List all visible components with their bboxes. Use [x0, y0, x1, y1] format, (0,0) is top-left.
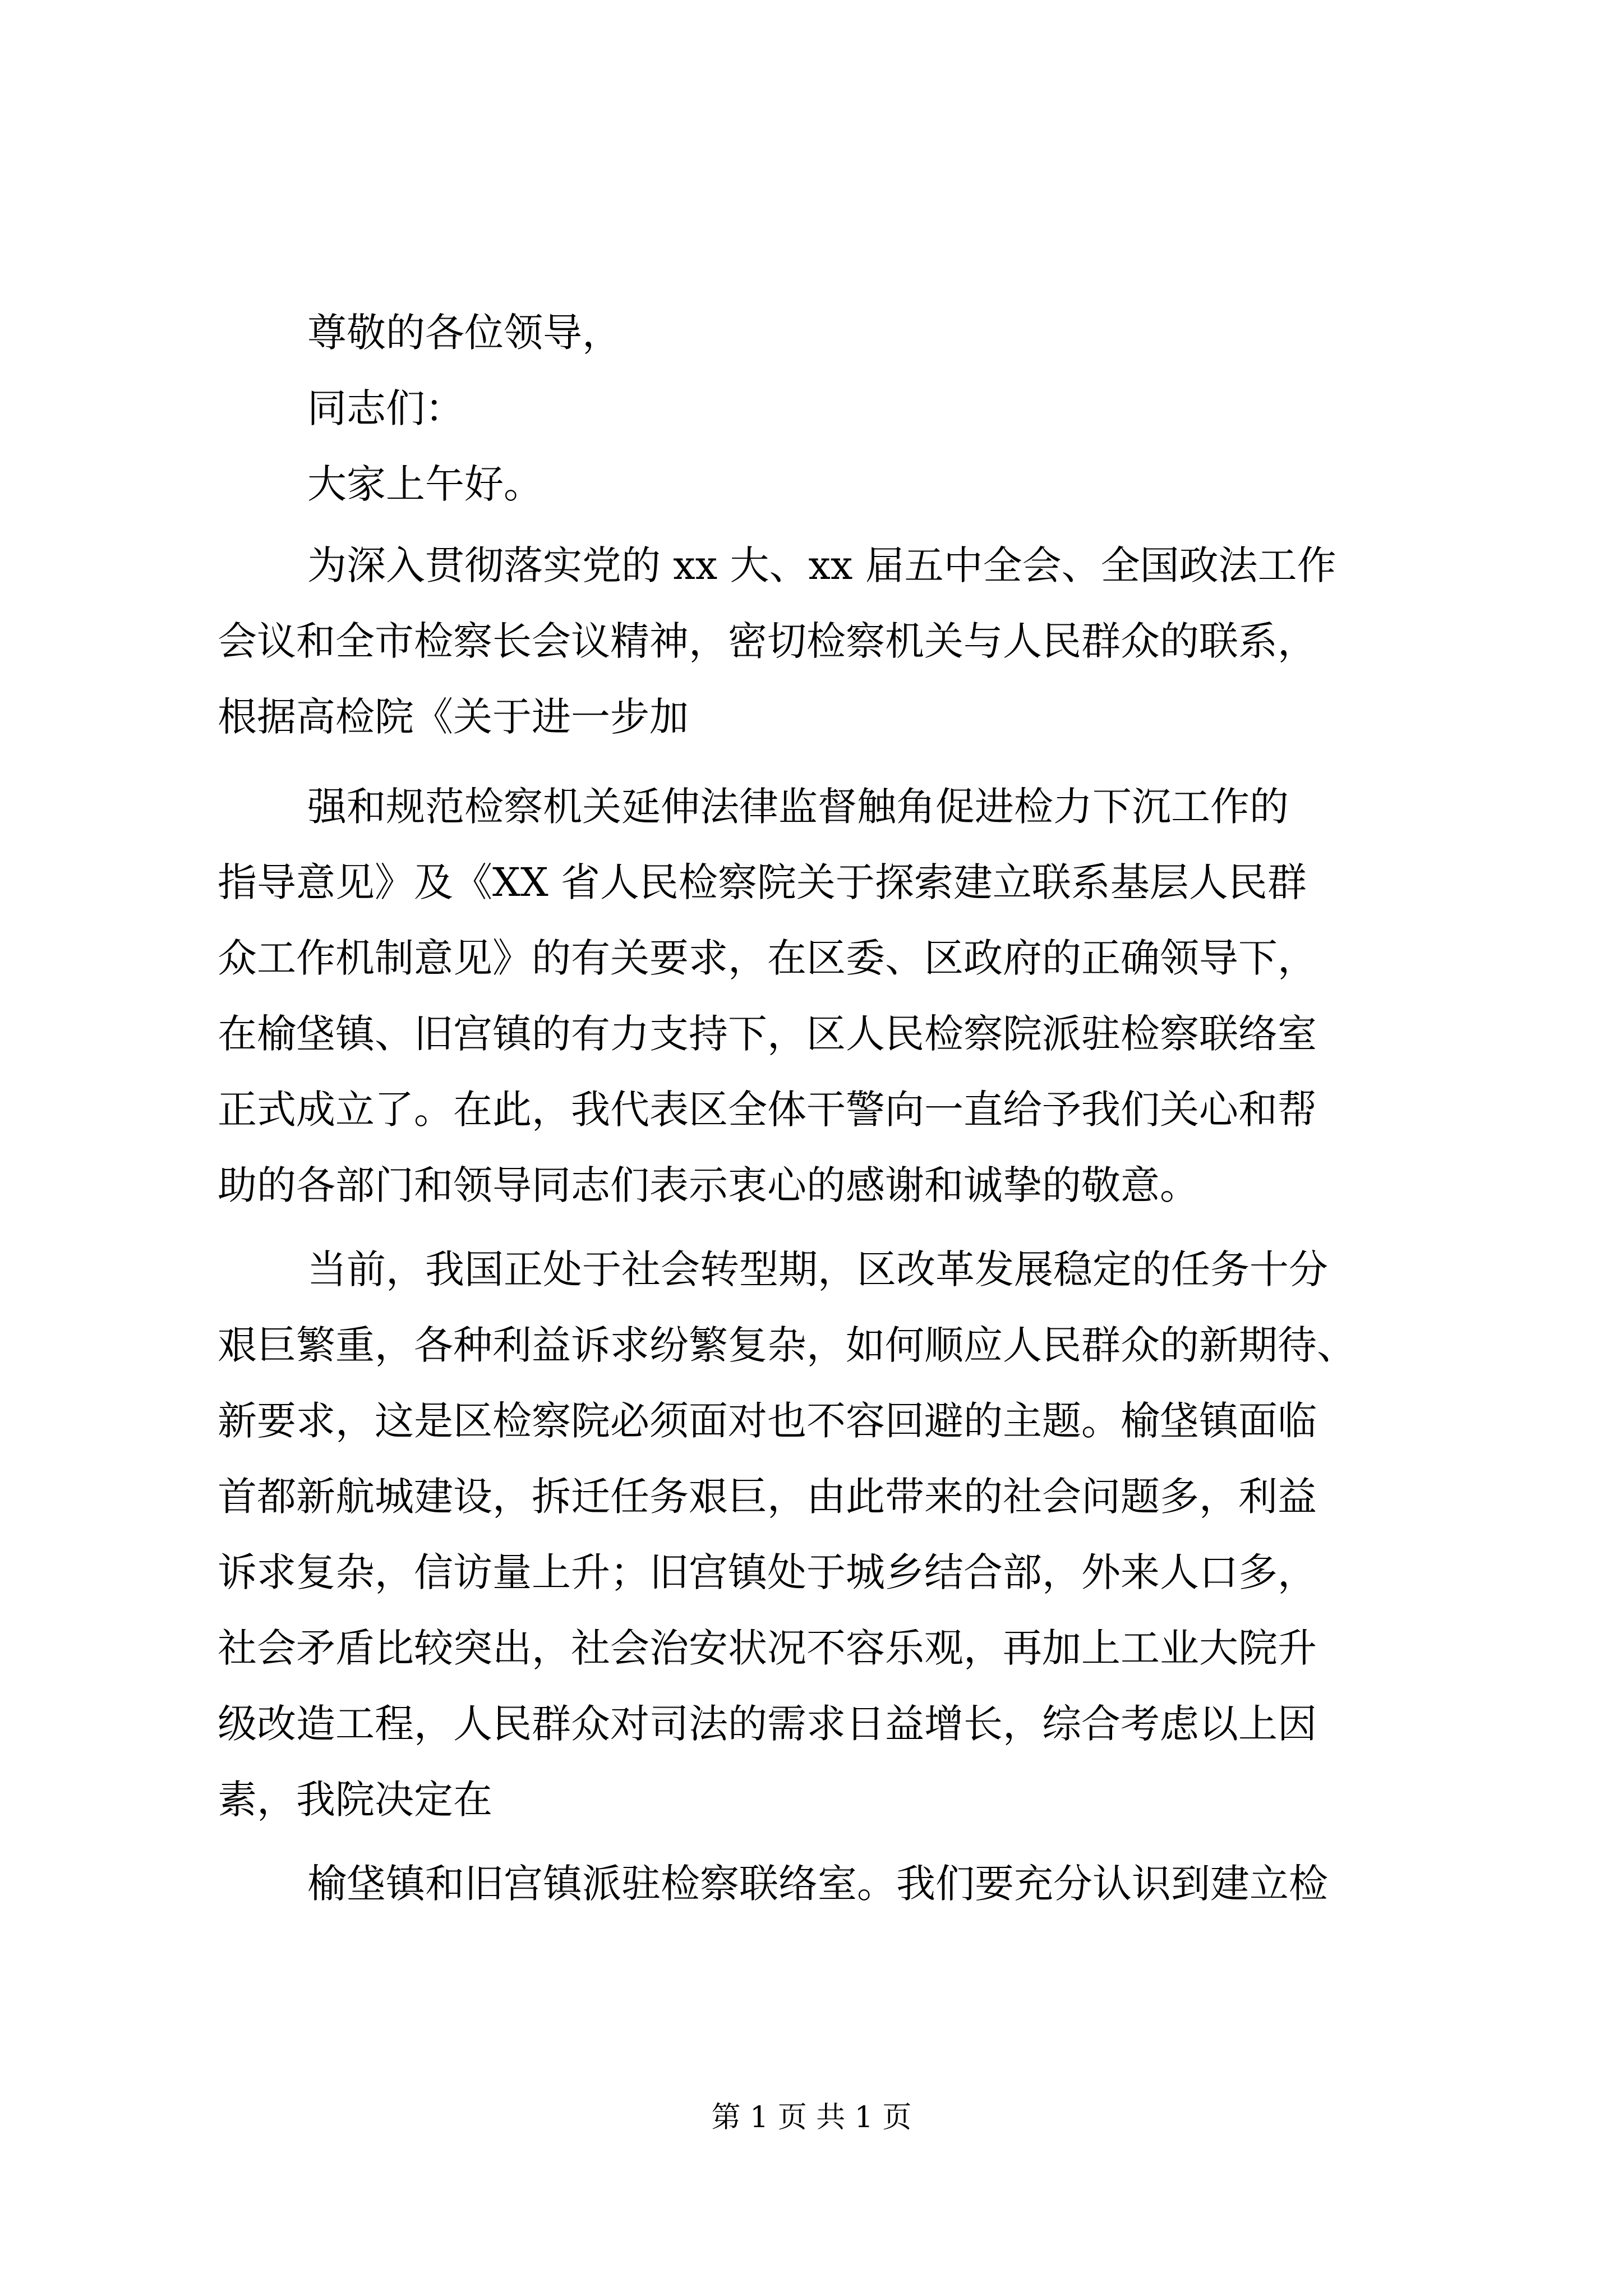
text-line: 艰巨繁重，各种利益诉求纷繁复杂，如何顺应人民群众的新期待、 — [218, 1322, 1356, 1368]
text-line-salutation-2: 同志们： — [307, 385, 464, 431]
text-line: 诉求复杂，信访量上升；旧宫镇处于城乡结合部，外来人口多， — [218, 1549, 1317, 1595]
text-line: 为深入贯彻落实党的 xx 大、xx 届五中全会、全国政法工作 — [307, 542, 1336, 588]
text-line-salutation: 尊敬的各位领导， — [307, 310, 621, 356]
text-line: 指导意见》及《XX 省人民检察院关于探索建立联系基层人民群 — [218, 859, 1307, 905]
text-line: 众工作机制意见》的有关要求，在区委、区政府的正确领导下， — [218, 935, 1317, 981]
text-line: 榆垡镇和旧宫镇派驻检察联络室。我们要充分认识到建立检 — [307, 1861, 1328, 1907]
text-line: 当前，我国正处于社会转型期，区改革发展稳定的任务十分 — [307, 1246, 1328, 1292]
text-line-greeting: 大家上午好。 — [307, 461, 543, 507]
text-line: 正式成立了。在此，我代表区全体干警向一直给予我们关心和帮 — [218, 1087, 1317, 1133]
text-line: 社会矛盾比较突出，社会治安状况不容乐观，再加上工业大院升 — [218, 1625, 1317, 1671]
text-line: 首都新航城建设，拆迁任务艰巨，由此带来的社会问题多，利益 — [218, 1474, 1317, 1520]
text-line: 助的各部门和领导同志们表示衷心的感谢和诚挚的敬意。 — [218, 1162, 1199, 1208]
text-line: 在榆垡镇、旧宫镇的有力支持下，区人民检察院派驻检察联络室 — [218, 1011, 1317, 1057]
text-line: 强和规范检察机关延伸法律监督触角促进检力下沉工作的 — [307, 784, 1289, 830]
text-line: 素，我院决定在 — [218, 1777, 492, 1823]
page-footer: 第 1 页 共 1 页 — [711, 2101, 912, 2134]
text-line: 根据高检院《关于进一步加 — [218, 694, 689, 740]
text-line: 级改造工程，人民群众对司法的需求日益增长，综合考虑以上因 — [218, 1701, 1317, 1747]
text-line: 会议和全市检察长会议精神，密切检察机关与人民群众的联系， — [218, 618, 1317, 664]
text-line: 新要求，这是区检察院必须面对也不容回避的主题。榆垡镇面临 — [218, 1398, 1317, 1444]
